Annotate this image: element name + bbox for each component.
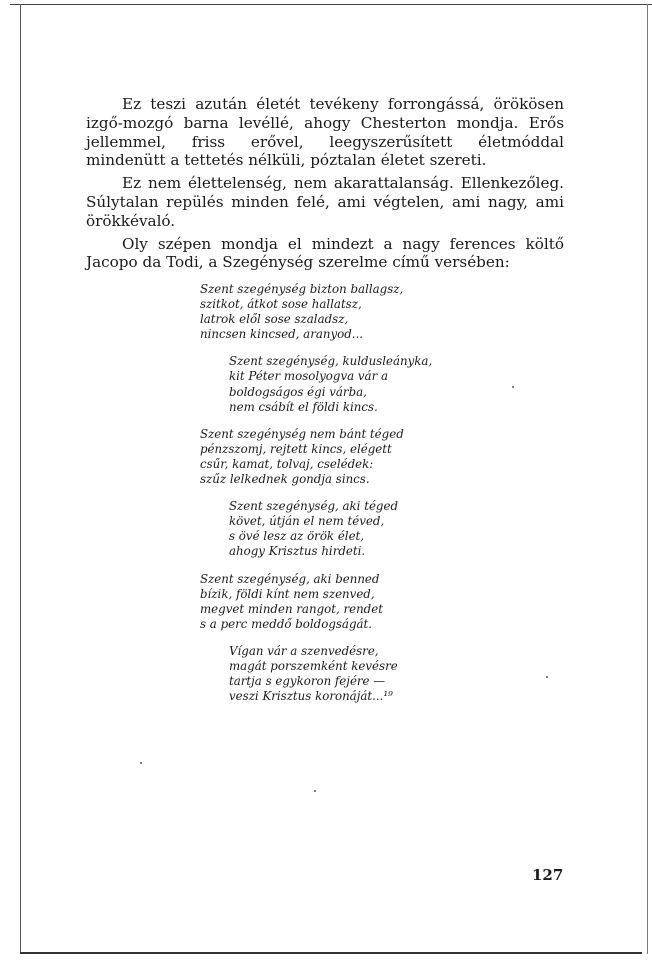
- poem-stanza: [200, 572, 500, 632]
- scan-speck: [140, 762, 142, 764]
- poem-line: Szent szegénység, aki benned: [200, 571, 380, 586]
- paragraph: Ez teszi azután életét tevékeny forrongássá, örökösen izgő-mozgó barna levéllé, ahogy Chesterton mondja. Erős jellemmel, friss erővel, leegyszerűsített életmóddal mindenütt a tettetés nélküli, póztalan életet szereti.: [86, 95, 564, 170]
- poem-stanza: [200, 282, 500, 342]
- poem-line: Szent szegénység bizton ballagsz,: [200, 282, 404, 296]
- poem-line: Szent szegénység, aki téged: [229, 499, 399, 514]
- poem-line: tartja s egykoron fejére —: [229, 674, 386, 689]
- poem-line: magát porszemként kevésre: [229, 658, 398, 673]
- poem-line: ahogy Krisztus hirdeti.: [229, 544, 366, 559]
- poem-stanza: [229, 499, 500, 559]
- page-number: 127: [532, 866, 564, 884]
- page-edge-left: [20, 4, 21, 952]
- poem: [200, 282, 500, 716]
- poem-line: boldogságos égi várba,: [229, 384, 367, 399]
- poem-line: bízik, földi kínt nem szenved,: [200, 586, 375, 601]
- scan-speck: [512, 386, 514, 388]
- poem-line: Vígan vár a szenvedésre,: [229, 643, 379, 658]
- paragraph: Ez nem élettelenség, nem akarattalanság. Ellenkezőleg. Súlytalan repülés minden felé, ami végtelen, ami nagy, ami örökkévaló.: [86, 174, 564, 230]
- poem-line: veszi Krisztus koronáját...¹⁹: [229, 689, 393, 704]
- poem-stanza: [229, 354, 500, 414]
- poem-stanza: [200, 427, 500, 487]
- poem-line: latrok elől sose szaladsz,: [200, 312, 349, 327]
- poem-line: Szent szegénység nem bánt téged: [200, 426, 404, 441]
- poem-line: követ, útján el nem téved,: [229, 514, 385, 529]
- page-edge-bottom: [20, 952, 642, 954]
- scan-speck: [314, 790, 316, 792]
- poem-line: megvet minden rangot, rendet: [200, 601, 383, 616]
- poem-line: szűz lelkednek gondja sincs.: [200, 472, 370, 487]
- poem-line: szitkot, átkot sose hallatsz,: [200, 297, 362, 312]
- poem-line: csűr, kamat, tolvaj, cselédek:: [200, 456, 374, 471]
- poem-line: Szent szegénység, kuldusleányka,: [229, 354, 433, 369]
- poem-line: pénzszomj, rejtett kincs, elégett: [200, 441, 392, 456]
- poem-line: s övé lesz az örök élet,: [229, 529, 365, 544]
- poem-line: nem csábít el földi kincs.: [229, 399, 378, 414]
- page-edge-right: [647, 4, 648, 954]
- poem-line: nincsen kincsed, aranyod...: [200, 327, 364, 342]
- body-text: [86, 95, 564, 276]
- page-edge-top: [10, 4, 652, 5]
- poem-line: kit Péter mosolyogva vár a: [229, 369, 389, 384]
- poem-stanza: [229, 644, 500, 704]
- scan-speck: [546, 676, 548, 678]
- paragraph: Oly szépen mondja el mindezt a nagy ferences költő Jacopo da Todi, a Szegénység szerelme című versében:: [86, 234, 564, 272]
- poem-line: s a perc meddő boldogságát.: [200, 616, 373, 631]
